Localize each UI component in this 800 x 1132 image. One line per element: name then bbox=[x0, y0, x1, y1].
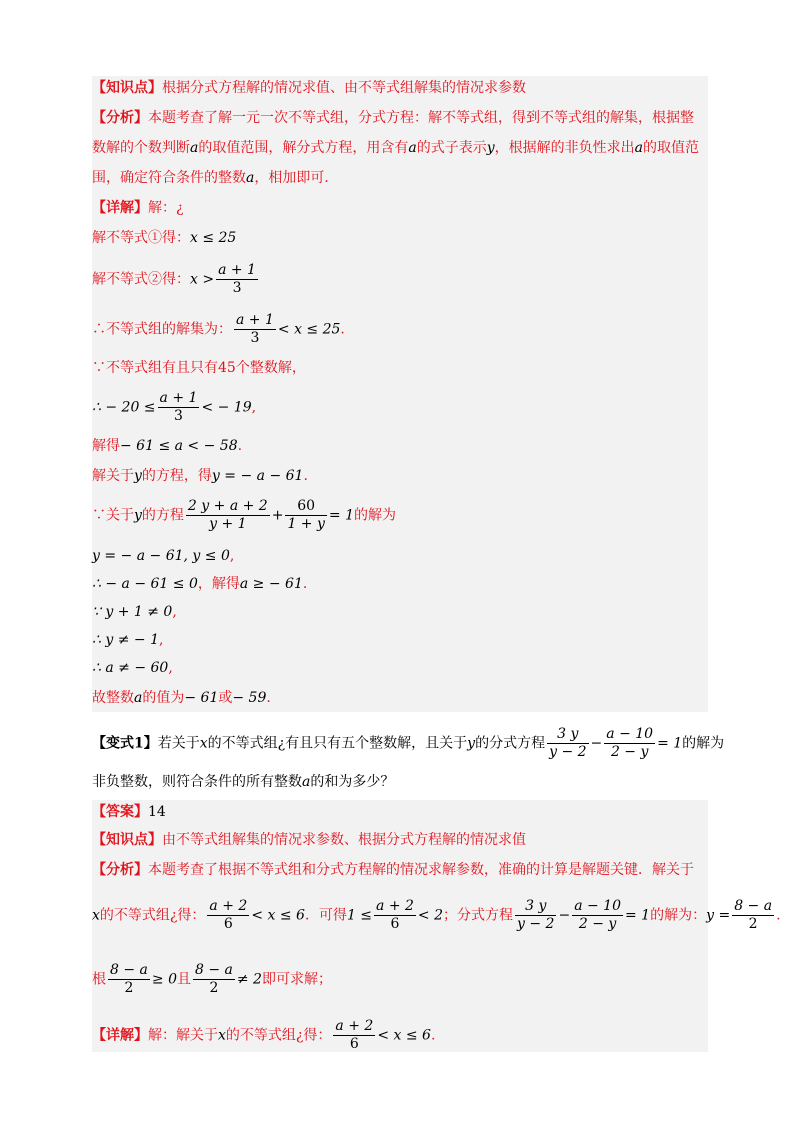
punct: . bbox=[430, 1027, 436, 1044]
punct: , bbox=[229, 548, 235, 564]
text: ∴不等式组的解集为： bbox=[92, 321, 232, 338]
fraction bbox=[234, 312, 276, 347]
math: ∵ y + 1 ≠ 0 bbox=[92, 604, 173, 620]
text: 非负整数，则符合条件的所有整数 bbox=[92, 774, 302, 790]
numerator: a − 10 bbox=[574, 898, 621, 914]
math: < 2 bbox=[417, 907, 444, 924]
numerator: a + 1 bbox=[218, 262, 256, 278]
numerator: a + 2 bbox=[335, 1018, 374, 1034]
fraction bbox=[108, 962, 150, 997]
var-a: a bbox=[190, 140, 199, 156]
text: 的方程，得 bbox=[141, 468, 212, 484]
fraction bbox=[374, 898, 416, 933]
text: 的分式方程 bbox=[475, 735, 546, 752]
punct: , bbox=[251, 399, 257, 416]
step-2 bbox=[92, 262, 260, 297]
text: 的解为 bbox=[682, 735, 725, 752]
step-10 bbox=[92, 574, 307, 594]
text: 数解的个数判断 bbox=[92, 140, 190, 156]
punct: . bbox=[776, 907, 781, 924]
fraction bbox=[158, 390, 200, 425]
numerator: a + 2 bbox=[376, 898, 414, 914]
knowledge-point-line bbox=[92, 78, 526, 98]
text: 若关于 bbox=[157, 735, 200, 752]
answer-line bbox=[92, 802, 166, 822]
step-14 bbox=[92, 688, 271, 708]
math: a ≥ − 61 bbox=[239, 576, 303, 592]
fraction bbox=[732, 898, 774, 933]
knowledge-tag: 【知识点】 bbox=[92, 832, 162, 848]
math: − 61 ≤ a < − 58 bbox=[120, 438, 238, 454]
numerator: a + 1 bbox=[159, 390, 198, 406]
numerator: 8 − a bbox=[110, 962, 148, 978]
text: 故整数 bbox=[92, 690, 134, 706]
text: 即可求解； bbox=[261, 971, 332, 988]
text: 的式子表示 bbox=[416, 140, 487, 156]
math: − 59 bbox=[232, 690, 267, 706]
math: < x ≤ 6 bbox=[377, 1027, 431, 1044]
analysis2-line-1 bbox=[92, 860, 694, 880]
math: ≠ 2 bbox=[236, 971, 262, 988]
analysis-tag: 【分析】 bbox=[92, 862, 148, 878]
var-y: y bbox=[467, 735, 476, 752]
math: − 61 bbox=[184, 690, 219, 706]
math: < x ≤ 6 bbox=[251, 907, 305, 924]
variant-tag: 【变式1】 bbox=[92, 735, 158, 752]
text: ，根据解的非负性求出 bbox=[494, 140, 635, 156]
denominator: 2 bbox=[748, 916, 758, 932]
var-y: y bbox=[486, 140, 495, 156]
step-6 bbox=[92, 436, 242, 456]
text: 的不等式组¿得： bbox=[225, 1027, 332, 1044]
var-y: y bbox=[134, 468, 142, 484]
math: < x ≤ 25 bbox=[277, 321, 341, 338]
numerator: a + 1 bbox=[236, 312, 274, 328]
var-a: a bbox=[134, 690, 143, 706]
text: 解不等式①得： bbox=[92, 230, 190, 246]
step-1 bbox=[92, 228, 236, 248]
answer-tag: 【答案】 bbox=[92, 804, 148, 820]
analysis2-line-3 bbox=[92, 962, 332, 997]
numerator: 8 − a bbox=[194, 962, 233, 978]
detail2-line bbox=[92, 1018, 435, 1053]
denominator: 3 bbox=[232, 280, 242, 296]
text: ．可得 bbox=[304, 907, 347, 924]
knowledge-text: 根据分式方程解的情况求值、由不等式组解集的情况求参数 bbox=[162, 80, 526, 96]
text: 的解为 bbox=[354, 507, 396, 524]
math: ∴ a ≠ − 60 bbox=[92, 660, 169, 676]
fraction bbox=[515, 898, 556, 933]
analysis2-line-2 bbox=[92, 898, 781, 933]
math: y = bbox=[706, 907, 731, 924]
denominator: 1 + y bbox=[287, 516, 325, 532]
analysis-line-2 bbox=[92, 138, 699, 158]
text: 的值为 bbox=[142, 690, 185, 706]
text: 的取值范围，解分式方程，用含有 bbox=[198, 140, 409, 156]
text: 的和为多少？ bbox=[310, 774, 395, 790]
math: + bbox=[271, 507, 284, 524]
text: ，解得 bbox=[197, 576, 240, 592]
denominator: 2 bbox=[124, 980, 134, 996]
math: = 1 bbox=[625, 907, 651, 924]
math: < − 19 bbox=[201, 399, 252, 416]
math: ≥ 0 bbox=[151, 971, 177, 988]
text: ；分式方程 bbox=[443, 907, 514, 924]
var-x: x bbox=[92, 907, 100, 924]
denominator: 6 bbox=[223, 916, 233, 932]
punct: . bbox=[237, 438, 243, 454]
text: 解不等式②得： bbox=[92, 271, 190, 288]
var-a: a bbox=[408, 140, 417, 156]
var-a: a bbox=[302, 774, 311, 790]
numerator: a − 10 bbox=[606, 726, 654, 742]
step-9 bbox=[92, 546, 234, 566]
denominator: 2 − y bbox=[578, 916, 617, 932]
knowledge-point-line-2 bbox=[92, 830, 526, 850]
denominator: y − 2 bbox=[549, 744, 587, 760]
math: − bbox=[590, 735, 603, 752]
denominator: 3 bbox=[174, 408, 183, 424]
fraction bbox=[186, 498, 270, 533]
step-4 bbox=[92, 358, 306, 378]
var-x: x bbox=[218, 1027, 226, 1044]
math: x > bbox=[190, 271, 215, 288]
denominator: 3 bbox=[250, 330, 260, 346]
text: ，相加即可． bbox=[254, 170, 339, 186]
numerator: 2 y + a + 2 bbox=[187, 498, 268, 514]
math: x ≤ 25 bbox=[190, 230, 237, 246]
punct: , bbox=[159, 632, 164, 648]
fraction bbox=[207, 898, 249, 933]
denominator: 6 bbox=[349, 1036, 359, 1052]
step-3 bbox=[92, 312, 345, 347]
var-y: y bbox=[134, 507, 142, 524]
detail-line bbox=[92, 198, 184, 218]
punct: , bbox=[172, 604, 177, 620]
math: ∴ − 20 ≤ bbox=[92, 399, 156, 416]
denominator: y + 1 bbox=[209, 516, 247, 532]
fraction bbox=[572, 898, 623, 933]
fraction bbox=[216, 262, 258, 297]
math: = 1 bbox=[328, 507, 354, 524]
punct: . bbox=[340, 321, 345, 338]
math: y = − a − 61, y ≤ 0 bbox=[92, 548, 230, 564]
answer-value: 14 bbox=[148, 804, 166, 820]
math: ∴ − a − 61 ≤ 0 bbox=[92, 576, 198, 592]
math: − bbox=[558, 907, 571, 924]
analysis-text: 本题考查了解一元一次不等式组，分式方程：解不等式组，得到不等式组的解集，根据整 bbox=[148, 110, 694, 126]
knowledge-text: 由不等式组解集的情况求参数、根据分式方程解的情况求值 bbox=[162, 832, 526, 848]
fraction bbox=[193, 962, 235, 997]
text: 的取值范 bbox=[643, 140, 699, 156]
punct: . bbox=[303, 468, 308, 484]
detail-tag: 【详解】 bbox=[92, 1027, 148, 1044]
punct: . bbox=[302, 576, 308, 592]
knowledge-tag: 【知识点】 bbox=[92, 80, 162, 96]
denominator: 2 − y bbox=[610, 744, 649, 760]
denominator: 6 bbox=[390, 916, 400, 932]
fraction bbox=[604, 726, 655, 761]
math: y = − a − 61 bbox=[211, 468, 304, 484]
analysis-tag: 【分析】 bbox=[92, 110, 148, 126]
numerator: 60 bbox=[285, 498, 326, 516]
denominator: 2 bbox=[209, 980, 219, 996]
detail-tag: 【详解】 bbox=[92, 200, 148, 216]
text: 或 bbox=[218, 690, 233, 706]
step-8 bbox=[92, 498, 396, 533]
analysis-line-1 bbox=[92, 108, 694, 128]
text: 且 bbox=[176, 971, 191, 988]
text: 解：解关于 bbox=[148, 1027, 218, 1044]
text: 的解为： bbox=[650, 907, 707, 924]
text: 解关于 bbox=[92, 468, 134, 484]
numerator: a + 2 bbox=[209, 898, 248, 914]
step-13 bbox=[92, 658, 173, 678]
math: ∴ y ≠ − 1 bbox=[92, 632, 159, 648]
fraction bbox=[333, 1018, 375, 1053]
numerator: 3 y bbox=[515, 898, 556, 916]
punct: . bbox=[266, 690, 271, 706]
fraction bbox=[285, 498, 326, 533]
var-a: a bbox=[246, 170, 255, 186]
detail-text: 解：¿ bbox=[148, 200, 184, 216]
text: 根 bbox=[92, 971, 106, 988]
math: 1 ≤ bbox=[346, 907, 373, 924]
var-a: a bbox=[634, 140, 643, 156]
text: 的方程 bbox=[141, 507, 184, 524]
step-5 bbox=[92, 390, 256, 425]
analysis-line-3 bbox=[92, 168, 338, 188]
step-11 bbox=[92, 602, 177, 622]
numerator: 8 − a bbox=[734, 898, 773, 914]
punct: , bbox=[168, 660, 173, 676]
numerator: 3 y bbox=[547, 726, 588, 744]
denominator: y − 2 bbox=[517, 916, 555, 932]
fraction bbox=[547, 726, 588, 761]
var-x: x bbox=[199, 735, 208, 752]
math: = 1 bbox=[657, 735, 683, 752]
text: ∵不等式组有且只有45个整数解， bbox=[92, 360, 306, 376]
analysis-text: 本题考查了根据不等式组和分式方程解的情况求解参数，准确的计算是解题关键．解关于 bbox=[148, 862, 694, 878]
text: ∵关于 bbox=[92, 507, 134, 524]
text: 的不等式组¿得： bbox=[99, 907, 206, 924]
step-7 bbox=[92, 466, 308, 486]
step-12 bbox=[92, 630, 163, 650]
text: 围，确定符合条件的整数 bbox=[92, 170, 246, 186]
text: 的不等式组¿有且只有五个整数解，且关于 bbox=[207, 735, 468, 752]
text: 解得 bbox=[92, 438, 120, 454]
variant-line-1 bbox=[92, 726, 724, 761]
variant-line-2 bbox=[92, 772, 394, 792]
